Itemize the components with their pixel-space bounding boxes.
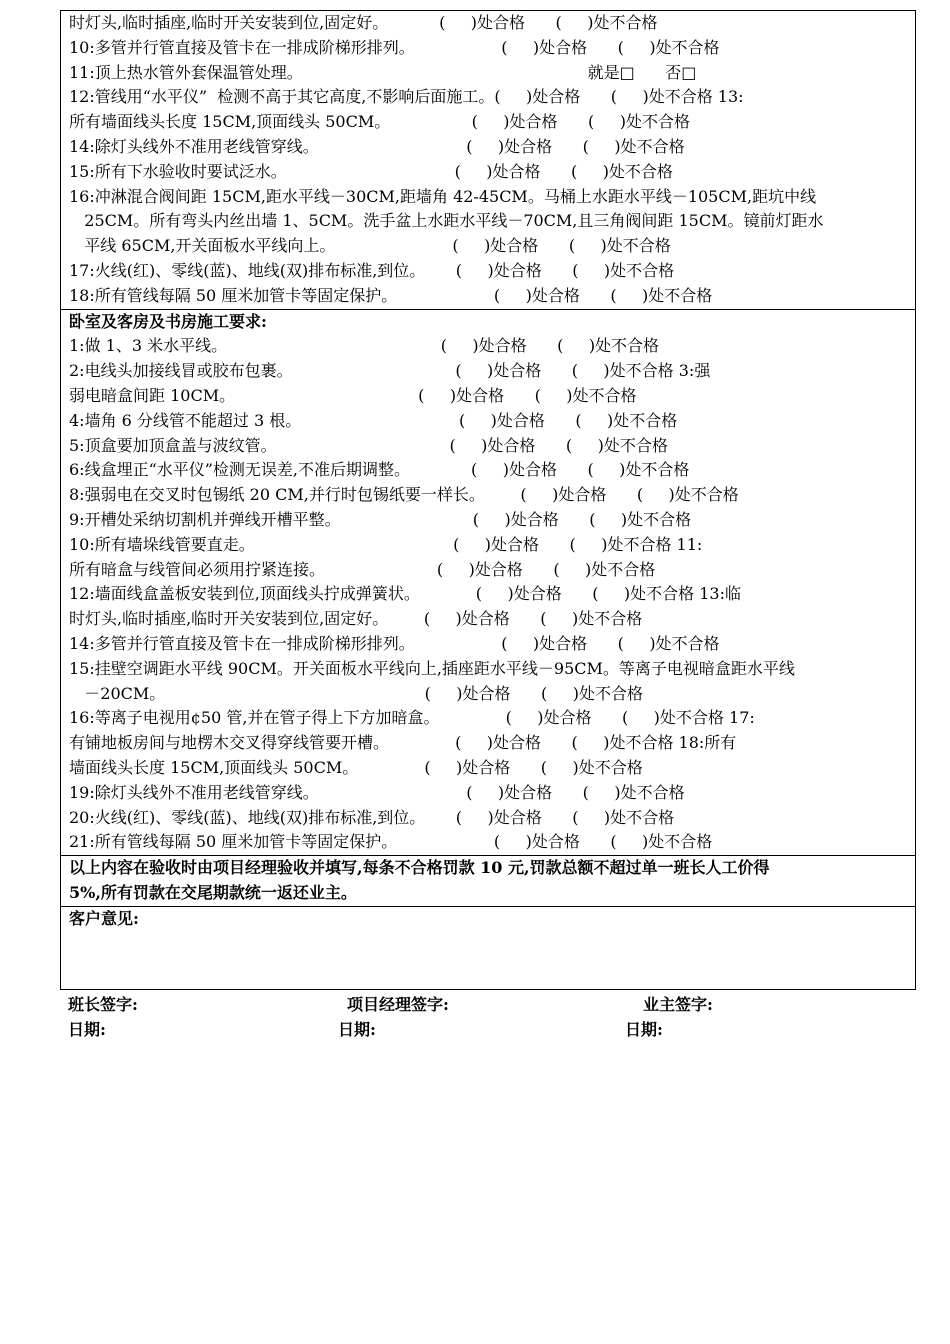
form-line: 平线 65CM,开关面板水平线向上。 ( )处合格 ( )处不合格 xyxy=(69,236,671,256)
form-line: 25CM。所有弯头内丝出墙 1、5CM。洗手盆上水距水平线－70CM,且三角阀间距 15CM。镜前灯距水 xyxy=(69,211,824,231)
form-line: 2:电线头加接线冒或胶布包裹。 ( )处合格 ( )处不合格 3:强 xyxy=(69,361,711,381)
form-line: 5:顶盒要加顶盒盖与波纹管。 ( )处合格 ( )处不合格 xyxy=(69,435,668,455)
form-line: 17:火线(红)、零线(蓝)、地线(双)排布标准,到位。 ( )处合格 ( )处不合格 xyxy=(69,260,675,280)
form-line: 5%,所有罚款在交尾期款统一返还业主。 xyxy=(69,882,357,902)
form-line: 9:开槽处采纳切割机并弹线开槽平整。 ( )处合格 ( )处不合格 xyxy=(69,509,692,529)
form-line: 14:多管并行管直接及管卡在一排成阶梯形排列。 ( )处合格 ( )处不合格 xyxy=(69,633,720,653)
form-line: 20:火线(红)、零线(蓝)、地线(双)排布标准,到位。 ( )处合格 ( )处不合格 xyxy=(69,807,675,827)
form-line: 墙面线头长度 15CM,顶面线头 50CM。 ( )处合格 ( )处不合格 xyxy=(69,757,643,777)
form-line: 以上内容在验收时由项目经理验收并填写,每条不合格罚款 10 元,罚款总额不超过单一班长人工价得 xyxy=(69,858,770,878)
form-line: 时灯头,临时插座,临时开关安装到位,固定好。 ( )处合格 ( )处不合格 xyxy=(69,609,643,629)
date-label: 日期: xyxy=(625,1020,663,1039)
form-line: 4:墙角 6 分线管不能超过 3 根。 ( )处合格 ( )处不合格 xyxy=(69,410,678,430)
form-line: 21:所有管线每隔 50 厘米加管卡等固定保护。 ( )处合格 ( )处不合格 xyxy=(69,832,713,852)
inspection-table xyxy=(60,10,916,990)
date-row xyxy=(60,1018,916,1042)
section-bathroom-items xyxy=(61,11,915,309)
form-line: 16:等离子电视用¢50 管,并在管子得上下方加暗盒。 ( )处合格 ( )处不合格 17: xyxy=(69,708,755,728)
form-line: 有铺地板房间与地楞木交叉得穿线管要开槽。 ( )处合格 ( )处不合格 18:所有 xyxy=(69,733,737,753)
item-list xyxy=(69,334,907,855)
form-line: 12:墙面线盒盖板安装到位,顶面线头拧成弹簧状。 ( )处合格 ( )处不合格 13:临 xyxy=(69,584,741,604)
project-manager-signature-label: 项目经理签字: xyxy=(347,995,449,1014)
form-line: 所有暗盒与线管间必须用拧紧连接。 ( )处合格 ( )处不合格 xyxy=(69,559,656,579)
form-line: 12:管线用“水平仪” 检测不高于其它高度,不影响后面施工。( )处合格 ( )处不合格 13: xyxy=(69,87,744,107)
customer-opinion-label: 客户意见: xyxy=(69,908,139,928)
form-line: 1:做 1、3 米水平线。 ( )处合格 ( )处不合格 xyxy=(69,336,660,356)
penalty-note xyxy=(61,855,915,906)
form-line: －20CM。 ( )处合格 ( )处不合格 xyxy=(69,683,643,703)
note-text xyxy=(61,856,915,906)
section-heading: 卧室及客房及书房施工要求: xyxy=(69,311,267,331)
inspection-form-page xyxy=(60,10,916,1039)
team-leader-signature-label: 班长签字: xyxy=(68,995,138,1014)
form-line: 11:顶上热水管外套保温管处理。 就是□ 否□ xyxy=(69,62,697,82)
form-line: 6:线盒埋正“水平仪”检测无误差,不准后期调整。 ( )处合格 ( )处不合格 xyxy=(69,460,690,480)
form-line: 16:冲淋混合阀间距 15CM,距水平线－30CM,距墙角 42-45CM。马桶上水距水平线－105CM,距坑中线 xyxy=(69,186,817,206)
date-label: 日期: xyxy=(338,1020,376,1039)
item-list xyxy=(61,11,915,309)
section-bedroom-items xyxy=(61,309,915,856)
form-line: 所有墙面线头长度 15CM,顶面线头 50CM。 ( )处合格 ( )处不合格 xyxy=(69,112,690,132)
form-line: 10:多管并行管直接及管卡在一排成阶梯形排列。 ( )处合格 ( )处不合格 xyxy=(69,37,720,57)
form-line: 19:除灯头线外不准用老线管穿线。 ( )处合格 ( )处不合格 xyxy=(69,782,685,802)
form-line: 14:除灯头线外不准用老线管穿线。 ( )处合格 ( )处不合格 xyxy=(69,136,685,156)
signature-row xyxy=(60,993,916,1017)
form-line: 15:所有下水验收时要试泛水。 ( )处合格 ( )处不合格 xyxy=(69,161,673,181)
form-line: 15:挂壁空调距水平线 90CM。开关面板水平线向上,插座距水平线－95CM。等离子电视暗盒距水平线 xyxy=(69,658,795,678)
owner-signature-label: 业主签字: xyxy=(643,995,713,1014)
form-line: 弱电暗盒间距 10CM。 ( )处合格 ( )处不合格 xyxy=(69,385,637,405)
form-line: 时灯头,临时插座,临时开关安装到位,固定好。 ( )处合格 ( )处不合格 xyxy=(69,13,658,32)
form-line: 18:所有管线每隔 50 厘米加管卡等固定保护。 ( )处合格 ( )处不合格 xyxy=(69,285,713,305)
date-label: 日期: xyxy=(68,1020,106,1039)
form-line: 10:所有墙垛线管要直走。 ( )处合格 ( )处不合格 11: xyxy=(69,534,703,554)
form-line: 8:强弱电在交叉时包锡纸 20 CM,并行时包锡纸要一样长。 ( )处合格 ( )处不合格 xyxy=(69,485,739,505)
customer-opinion-box[interactable] xyxy=(61,906,915,989)
